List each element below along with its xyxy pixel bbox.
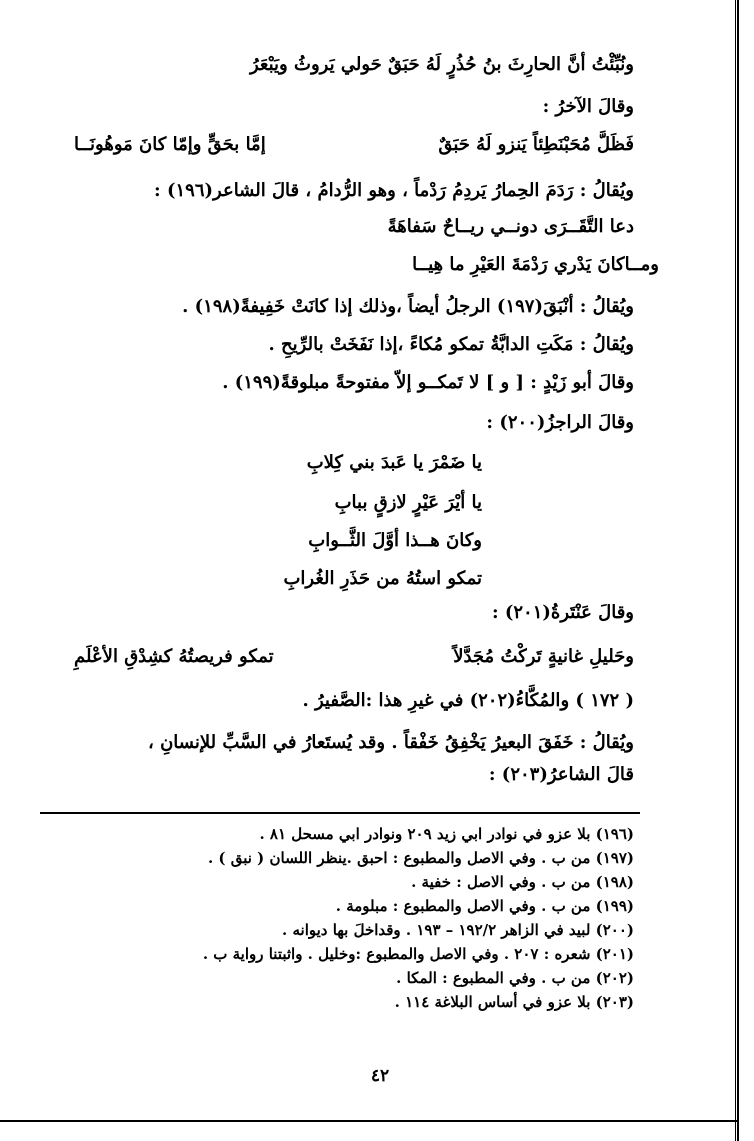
rajaz-verse-3: وكانَ هــذا أوَّلَ الثَّــوابِ bbox=[308, 530, 482, 551]
rajaz-verse-2: يا أيْرَ عَيْرٍ لازقٍ ببابِ bbox=[334, 492, 482, 513]
scan-border-right bbox=[735, 0, 736, 1141]
text-line-antara: وقالَ عَنْتَرةُ(٢٠١) : bbox=[491, 602, 634, 623]
verse-hemistich-right: فَظَلَّ مُحَبْنَطِئاً يَنزو لَهُ حَبَقٌ bbox=[438, 134, 634, 155]
verse-line-1: ونُبِّئْتُ أنَّ الحارِثَ بنُ حُذُرٍ لَهُ حَبَقٌ حَولي يَروثُ ويَبْعَرُ bbox=[249, 54, 634, 75]
verse-line-antara bbox=[74, 642, 634, 672]
rajaz-verse-4: تمكو استُهُ من حَذَرِ الغُرابِ bbox=[283, 568, 482, 589]
footnote-196: (١٩٦) بلا عزو في نوادر ابي زيد ٢٠٩ ونوادر ابي مسحل ٨١ . bbox=[259, 825, 634, 843]
scan-border-bottom bbox=[0, 1120, 739, 1122]
verse-hemistich-left: تمكو فريصتُهُ كشِدْقِ الأعْلَمِ bbox=[74, 646, 274, 667]
verse-line-2 bbox=[74, 130, 634, 160]
verse-line-3: دعا التَّقَــرَى دونــي ريــاحٌ سَفاهَةً bbox=[387, 216, 634, 237]
footnote-202: (٢٠٢) من ب . وفي المطبوع : المكا . bbox=[396, 969, 634, 987]
footnote-201: (٢٠١) شعره : ٢٠٧ . وفي الاصل والمطبوع :وخليل . واثبتنا رواية ب . bbox=[202, 945, 634, 963]
rajaz-verse-1: يا ضَمْرَ يا عَبدَ بني كِلابِ bbox=[306, 452, 482, 473]
text-line-abu-zayd: وقالَ أبو زَيْدٍ : [ و ] لا تَمكــو إلاّ مفتوحةً مبلوقةً(١٩٩) . bbox=[222, 372, 634, 393]
footnote-203: (٢٠٣) بلا عزو في أساس البلاغة ١١٤ . bbox=[394, 993, 634, 1011]
text-line-poet: قالَ الشاعرُ(٢٠٣) : bbox=[488, 764, 634, 785]
footnote-200: (٢٠٠) لبيد في الزاهر ١٩٢/٢ – ١٩٣ . وقداخلَ بها ديوانه . bbox=[282, 921, 634, 939]
page-number: ٤٢ bbox=[370, 1066, 390, 1086]
text-line-anbaq: ويُقالُ : أنْبَقَ(١٩٧) الرجلُ أيضاً ،وذلك إذا كانَتْ خَفِيفةً(١٩٨) . bbox=[182, 296, 634, 317]
text-line-intro-other: وقالَ الآخرُ : bbox=[542, 96, 634, 117]
text-line-mukka: ( ١٧٢ ) والمُكَّاءُ(٢٠٢) في غيرِ هذا :الصَّفيرُ . bbox=[302, 690, 634, 711]
footnote-198: (١٩٨) من ب . وفي الاصل : خفية . bbox=[411, 873, 634, 891]
text-line-radam: ويُقالُ : رَدَمَ الحِمارُ يَردِمُ رَدْماً ، وهو الرُّدامُ ، قالَ الشاعر(١٩٦) : bbox=[154, 180, 634, 201]
footnote-199: (١٩٩) من ب . وفي الاصل والمطبوع : مبلومة . bbox=[335, 897, 634, 915]
text-line-makat: ويُقالُ : مَكَتِ الدابَّةُ تمكو مُكاءً ،إذا نَفَخَتْ بالرِّيحِ . bbox=[268, 334, 634, 355]
text-line-rajiz: وقالَ الراجزُ(٢٠٠) : bbox=[486, 412, 634, 433]
text-line-khafaq: ويُقالُ : خَفَقَ البعيرُ يَخْفِقُ خَفْقاً . وقد يُستَعارُ في السَّبِّ للإنسانِ ، bbox=[148, 732, 634, 753]
verse-hemistich-left: إمَّا بحَقٍّ وإمّا كانَ مَوهُونَــا bbox=[74, 134, 266, 155]
footnote-divider bbox=[40, 812, 640, 814]
verse-hemistich-right: وحَليلِ غانيةٍ تَركْتُ مُجَدَّلاً bbox=[453, 646, 634, 667]
scan-border-right-shadow bbox=[737, 0, 739, 1141]
footnote-197: (١٩٧) من ب . وفي الاصل والمطبوع : احبق .ينظر اللسان ( نبق ) . bbox=[207, 849, 634, 867]
verse-line-4: ومــاكانَ يَدْري رَدْمَةَ العَيْرِ ما هِيــا bbox=[412, 254, 659, 275]
